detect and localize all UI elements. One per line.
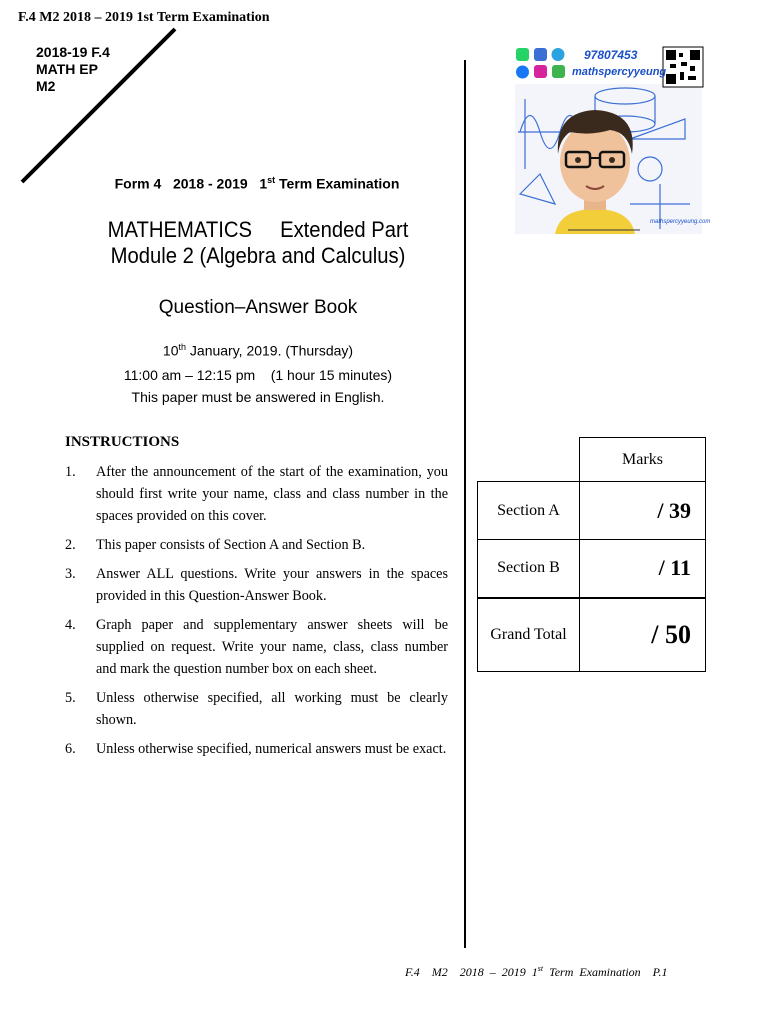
marks-label: Section B (478, 540, 580, 598)
exam-line (0, 175, 514, 192)
instruction-text: Graph paper and supplementary answer sheets will be supplied on request. Write your name, class, class number and mark the question number box on each sheet. (96, 617, 448, 677)
instruction-number: 3. (65, 566, 76, 582)
corner-diagonal-line (0, 0, 200, 200)
exam-time: 11:00 am – 12:15 pm (1 hour 15 minutes) (123, 367, 393, 383)
instruction-text: After the announcement of the start of the examination, you should first write your name, class and class number in the spaces provided on this cover. (96, 464, 448, 524)
instruction-item (65, 738, 448, 760)
instruction-number: 4. (65, 617, 76, 633)
instruction-text: Unless otherwise specified, all working must be clearly shown. (96, 690, 448, 728)
wechat-icon (552, 65, 565, 78)
logo-url: mathspercyyeung.com (650, 219, 711, 225)
marks-value: / 39 (580, 482, 706, 540)
marks-value: / 50 (580, 598, 706, 672)
exam-suffix: Term Examination (275, 175, 400, 192)
exam-date (0, 342, 516, 359)
instruction-item (65, 461, 448, 527)
marks-label: Grand Total (478, 598, 580, 672)
instruction-number: 2. (65, 537, 76, 553)
logo-handle: mathspercyyeung (572, 66, 667, 78)
instruction-item (65, 687, 448, 731)
instruction-text: Unless otherwise specified, numerical answers must be exact. (96, 741, 447, 757)
title-line-2: Module 2 (Algebra and Calculus) (110, 243, 406, 268)
instruction-text: Answer ALL questions. Write your answers in the spaces provided in this Question-Answer Book. (96, 566, 448, 604)
qr-code-icon (663, 47, 703, 87)
instruction-number: 5. (65, 690, 76, 706)
footer-suffix: Term Examination P.1 (543, 965, 668, 979)
instruction-text: This paper consists of Section A and Section B. (96, 537, 366, 553)
vertical-divider (464, 60, 466, 948)
footer-sup: st (537, 964, 544, 973)
marks-header: Marks (580, 438, 706, 482)
marks-value: / 11 (580, 540, 706, 598)
marks-row-grand-total (478, 598, 706, 672)
exam-prefix: Form 4 2018 - 2019 1 (114, 175, 268, 192)
corner-tag-year: 2018-19 F.4 (36, 44, 110, 60)
date-sup: th (178, 342, 187, 352)
marks-row-section-a (478, 482, 706, 540)
logo-phone: 97807453 (584, 48, 638, 62)
corner-tag-subject: MATH EP (36, 61, 98, 77)
corner-tag-module: M2 (36, 78, 56, 94)
marks-label: Section A (478, 482, 580, 540)
marks-row-section-b (478, 540, 706, 598)
signal-icon (534, 48, 547, 61)
date-rest: January, 2019. (Thursday) (186, 342, 354, 359)
footer-prefix: F.4 M2 2018 – 2019 1 (405, 965, 538, 979)
instruction-item (65, 614, 448, 680)
page-footer (405, 964, 667, 980)
exam-sup: st (267, 175, 276, 185)
language-note: This paper must be answered in English. (131, 389, 385, 405)
instruction-number: 1. (65, 464, 76, 480)
date-day: 10 (162, 342, 179, 359)
marks-table-corner (478, 438, 580, 482)
instructions-list (65, 461, 448, 767)
telegram-icon (552, 48, 565, 61)
title-line-1: MATHEMATICS Extended Part (107, 217, 409, 242)
book-title: Question–Answer Book (158, 297, 358, 318)
instagram-icon (534, 65, 547, 78)
running-header: F.4 M2 2018 – 2019 1st Term Examination (18, 10, 270, 25)
facebook-icon (516, 66, 529, 79)
instruction-item (65, 563, 448, 607)
marks-table (477, 437, 706, 672)
instructions-heading: INSTRUCTIONS (65, 434, 180, 450)
instruction-number: 6. (65, 741, 76, 757)
whatsapp-icon (516, 48, 529, 61)
instruction-item (65, 534, 448, 556)
